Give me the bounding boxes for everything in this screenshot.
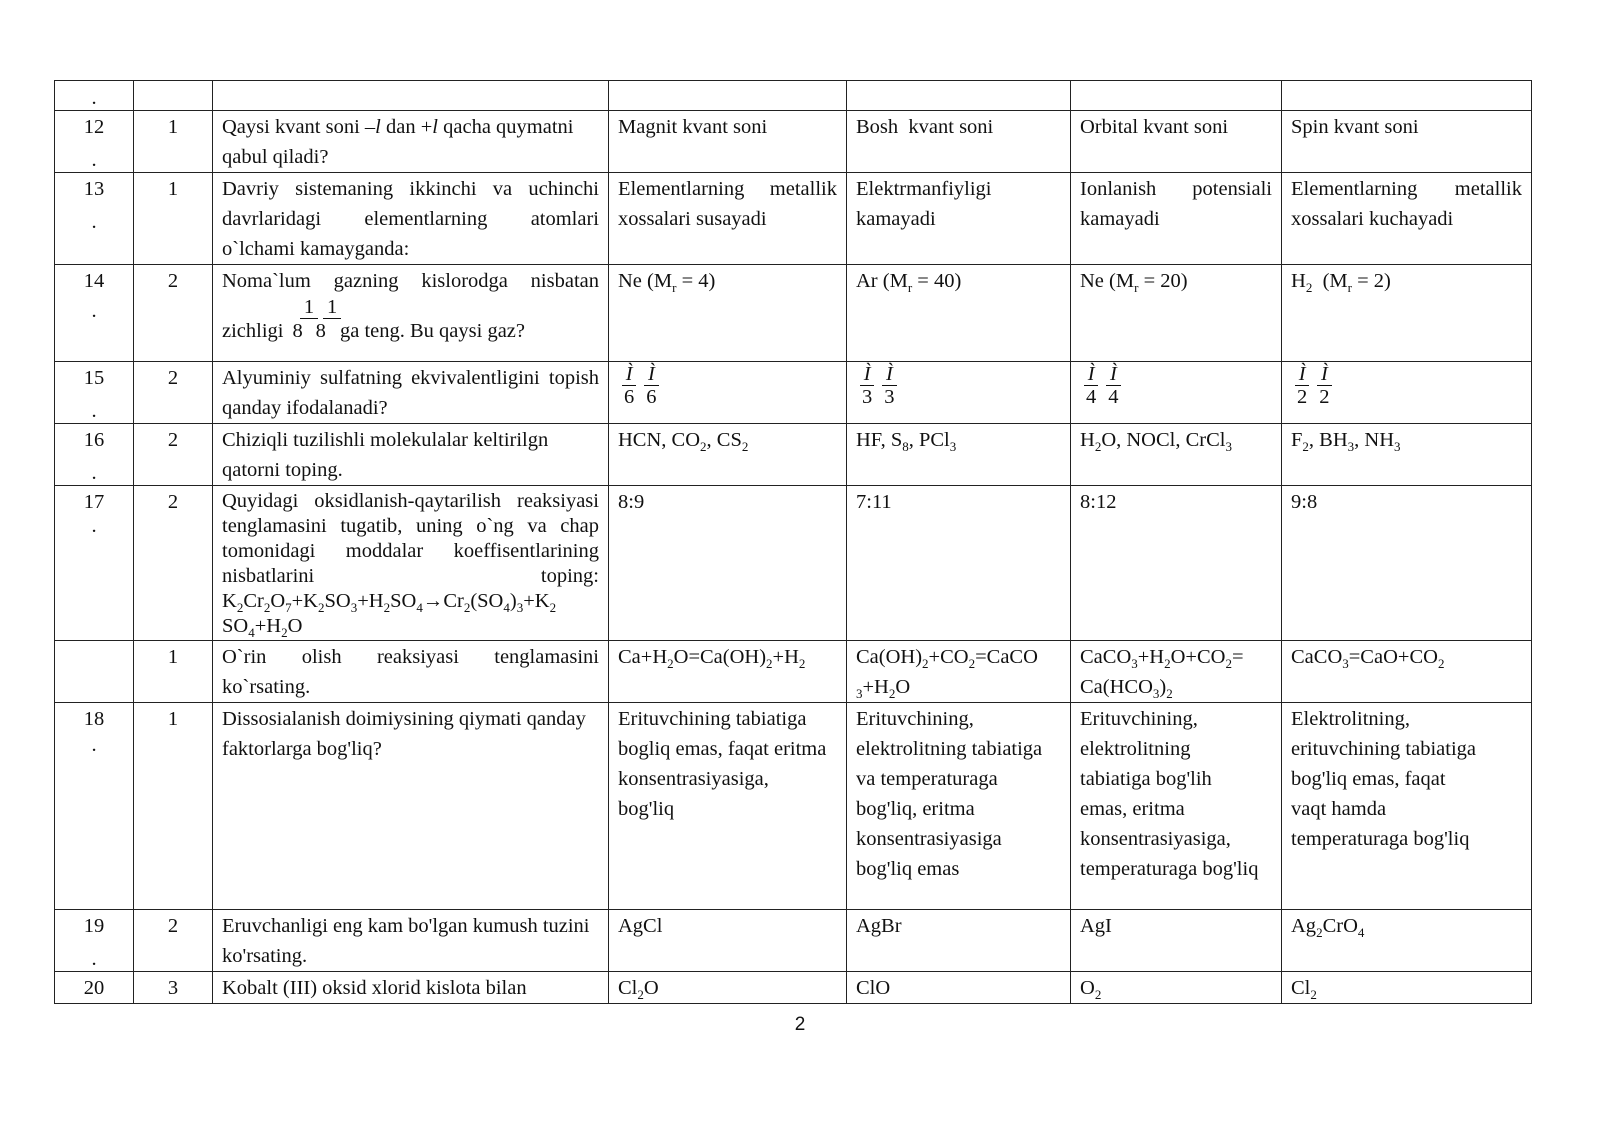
option-b-cell: Bosh kvant soni <box>847 111 1071 173</box>
row-number-dot: . <box>91 948 97 970</box>
row-number-dot: . <box>91 149 97 171</box>
fraction <box>860 363 874 408</box>
option-d-cell: 9:8 <box>1282 486 1532 641</box>
score-cell: 1 <box>134 641 213 703</box>
question-text: zichligi <box>222 320 284 342</box>
option-b-cell: Erituvchining, elektrolitning tabiatiga va temperaturaga bog'liq, eritma konsentrasiyasiga bog'liq emas <box>847 703 1071 910</box>
density-fraction-numerators <box>222 296 599 320</box>
option-a-cell: AgCl <box>609 910 847 972</box>
fraction-numerator: Ì <box>1317 363 1331 386</box>
option-a-cell: $Ca+H_2O=Ca(OH)_2+H_2$ <box>609 641 847 703</box>
fraction-denominator: 3 <box>884 386 895 408</box>
option-d-cell: $Cl_2$ <box>1282 972 1532 1004</box>
option-b-cell: ClO <box>847 972 1071 1004</box>
option-d-cell: Spin kvant soni <box>1282 111 1532 173</box>
fraction-numerator: Ì <box>622 363 636 386</box>
table-row <box>55 424 1532 486</box>
fraction-numerator: Ì <box>1106 363 1120 386</box>
option-c-cell: Orbital kvant soni <box>1071 111 1282 173</box>
option-d-cell <box>1282 81 1532 111</box>
option-d-cell: $F_2$, $BH_3$, $NH_3$ <box>1282 424 1532 486</box>
score-cell: 1 <box>134 173 213 265</box>
row-number: 16 <box>83 429 105 451</box>
option-c-cell: $CaCO_3+H_2O+CO_2= Ca(HCO_3)_2$ <box>1071 641 1282 703</box>
row-number-dot: . <box>91 87 97 109</box>
score-cell: 2 <box>134 362 213 424</box>
fraction-denominator: 4 <box>1108 386 1119 408</box>
row-number-cell <box>55 703 134 910</box>
score-cell: 2 <box>134 265 213 362</box>
table-row <box>55 173 1532 265</box>
fraction-denominator: 2 <box>1319 386 1330 408</box>
score-cell <box>134 81 213 111</box>
table-row <box>55 910 1532 972</box>
option-d-cell: $H_2$ $(M_r = 2)$ <box>1282 265 1532 362</box>
row-number: 17 <box>83 491 105 513</box>
option-a-cell: Ne $(M_r = 4)$ <box>609 265 847 362</box>
row-number: 15 <box>83 367 105 389</box>
score-cell: 2 <box>134 910 213 972</box>
fraction <box>644 363 658 408</box>
question-text-line: Noma`lum gazning kislorodga nisbatan <box>222 270 599 292</box>
option-b-cell: 7:11 <box>847 486 1071 641</box>
option-d-cell: Elektrolitning, erituvchining tabiatiga bog'liq emas, faqat vaqt hamda temperaturaga bog'liq <box>1282 703 1532 910</box>
table-row <box>55 362 1532 424</box>
option-c-cell <box>1071 81 1282 111</box>
fraction <box>622 363 636 408</box>
fraction-numerator: 1 <box>323 296 341 319</box>
fraction-denominator: 6 <box>624 386 635 408</box>
option-d-cell: $Ag_2CrO_4$ <box>1282 910 1532 972</box>
option-c-cell: $O_2$ <box>1071 972 1282 1004</box>
option-c-cell: $H_2O$, NOCl, CrCl$_3$ <box>1071 424 1282 486</box>
row-number-cell <box>55 910 134 972</box>
row-number: 18 <box>83 708 105 730</box>
fraction-numerator: Ì <box>860 363 874 386</box>
option-a-cell <box>609 81 847 111</box>
option-d-cell <box>1282 362 1532 424</box>
option-c-cell <box>1071 362 1282 424</box>
option-a-cell: Erituvchining tabiatiga bogliq emas, faqat eritma konsentrasiyasiga, bog'liq <box>609 703 847 910</box>
option-d-cell: $CaCO_3=CaO+CO_2$ <box>1282 641 1532 703</box>
fraction-denominator: 6 <box>646 386 657 408</box>
table-row <box>55 972 1532 1004</box>
question-cell: Chiziqli tuzilishli molekulalar keltirilgn qatorni toping. <box>213 424 609 486</box>
question-text-line <box>222 320 599 342</box>
table-row <box>55 641 1532 703</box>
page-number: 2 <box>794 1014 806 1035</box>
row-number-cell <box>55 641 134 703</box>
fraction-numerator: Ì <box>1084 363 1098 386</box>
option-c-cell: 8:12 <box>1071 486 1282 641</box>
row-number-cell <box>55 486 134 641</box>
question-cell: Qaysi kvant soni –l dan +l qacha quymatni qabul qiladi? <box>213 111 609 173</box>
fraction <box>882 363 896 408</box>
fraction <box>1295 363 1309 408</box>
question-cell <box>213 265 609 362</box>
question-cell <box>213 81 609 111</box>
option-b-cell: AgBr <box>847 910 1071 972</box>
row-number-cell <box>55 362 134 424</box>
row-number-dot: . <box>91 462 97 484</box>
score-cell: 1 <box>134 111 213 173</box>
option-b-cell: $Ca(OH)_2+CO_2=CaCO$ $_3+H_2O$ <box>847 641 1071 703</box>
fraction-denominator: 8 <box>292 320 303 342</box>
question-cell: Alyuminiy sulfatning ekvivalentligini topish qanday ifodalanadi? <box>213 362 609 424</box>
question-cell: Quyidagi oksidlanish-qaytarilish reaksiyasi tenglamasini tugatib, uning o`ng va chap tomonidagi moddalar koeffisentlarining nisbatlarini toping: $K_2Cr_2O_7+K_2SO_3+H_2SO_4\to Cr_2(SO_4)_3+K_2$ $SO_4+H_2O$ <box>213 486 609 641</box>
table-row <box>55 703 1532 910</box>
option-b-cell: Ar $(M_r = 40)$ <box>847 265 1071 362</box>
question-text: ga teng. Bu qaysi gaz? <box>339 320 525 342</box>
row-number-dot: . <box>91 515 97 537</box>
score-cell: 3 <box>134 972 213 1004</box>
option-b-cell: HF, $S_8$, PCl$_3$ <box>847 424 1071 486</box>
table-row <box>55 265 1532 362</box>
option-a-cell: 8:9 <box>609 486 847 641</box>
fraction <box>1106 363 1120 408</box>
row-number: 12 <box>83 116 105 138</box>
option-a-cell: Magnit kvant soni <box>609 111 847 173</box>
option-c-cell: AgI <box>1071 910 1282 972</box>
fraction <box>1317 363 1331 408</box>
row-number-cell <box>55 173 134 265</box>
fraction-denominator: 8 <box>315 320 326 342</box>
row-number-dot: . <box>91 211 97 233</box>
fraction-numerator: Ì <box>882 363 896 386</box>
fraction-denominator: 3 <box>862 386 873 408</box>
row-number: 20 <box>83 977 105 999</box>
table-row <box>55 111 1532 173</box>
row-number-cell <box>55 424 134 486</box>
row-number-cell <box>55 81 134 111</box>
row-number-dot: . <box>91 734 97 756</box>
row-number: 13 <box>83 178 105 200</box>
row-number: 19 <box>83 915 105 937</box>
fraction-numerator: Ì <box>644 363 658 386</box>
option-a-cell <box>609 362 847 424</box>
fraction-denominator: 4 <box>1086 386 1097 408</box>
row-number-cell <box>55 265 134 362</box>
score-cell: 2 <box>134 424 213 486</box>
option-b-cell: Elektrmanfiyligi kamayadi <box>847 173 1071 265</box>
fraction-numerator: Ì <box>1295 363 1309 386</box>
row-number-dot: . <box>91 300 97 322</box>
table-row <box>55 486 1532 641</box>
question-cell: Kobalt (III) oksid xlorid kislota bilan <box>213 972 609 1004</box>
option-c-cell: Ne $(M_r = 20)$ <box>1071 265 1282 362</box>
question-cell: Davriy sistemaning ikkinchi va uchinchi davrlaridagi elementlarning atomlari o`lchami kamayganda: <box>213 173 609 265</box>
option-b-cell <box>847 362 1071 424</box>
option-a-cell: HCN, $CO_2$, $CS_2$ <box>609 424 847 486</box>
row-number-cell <box>55 111 134 173</box>
row-number: 14 <box>83 270 105 292</box>
score-cell: 2 <box>134 486 213 641</box>
question-cell: Eruvchanligi eng kam bo'lgan kumush tuzini ko'rsating. <box>213 910 609 972</box>
option-b-cell <box>847 81 1071 111</box>
row-number-cell <box>55 972 134 1004</box>
option-a-cell: $Cl_2O$ <box>609 972 847 1004</box>
fraction-denominator: 2 <box>1297 386 1308 408</box>
question-cell: O`rin olish reaksiyasi tenglamasini ko`rsating. <box>213 641 609 703</box>
option-c-cell: Erituvchining, elektrolitning tabiatiga bog'lih emas, eritma konsentrasiyasiga, temperaturaga bog'liq <box>1071 703 1282 910</box>
row-number-dot: . <box>91 400 97 422</box>
fraction-numerator: 1 <box>300 296 318 319</box>
score-cell: 1 <box>134 703 213 910</box>
option-c-cell: Ionlanish potensiali kamayadi <box>1071 173 1282 265</box>
fraction <box>1084 363 1098 408</box>
questions-table <box>54 80 1532 1004</box>
option-d-cell: Elementlarning metallik xossalari kuchayadi <box>1282 173 1532 265</box>
option-a-cell: Elementlarning metallik xossalari susayadi <box>609 173 847 265</box>
question-cell: Dissosialanish doimiysining qiymati qanday faktorlarga bog'liq? <box>213 703 609 910</box>
table-row-continued <box>55 81 1532 111</box>
